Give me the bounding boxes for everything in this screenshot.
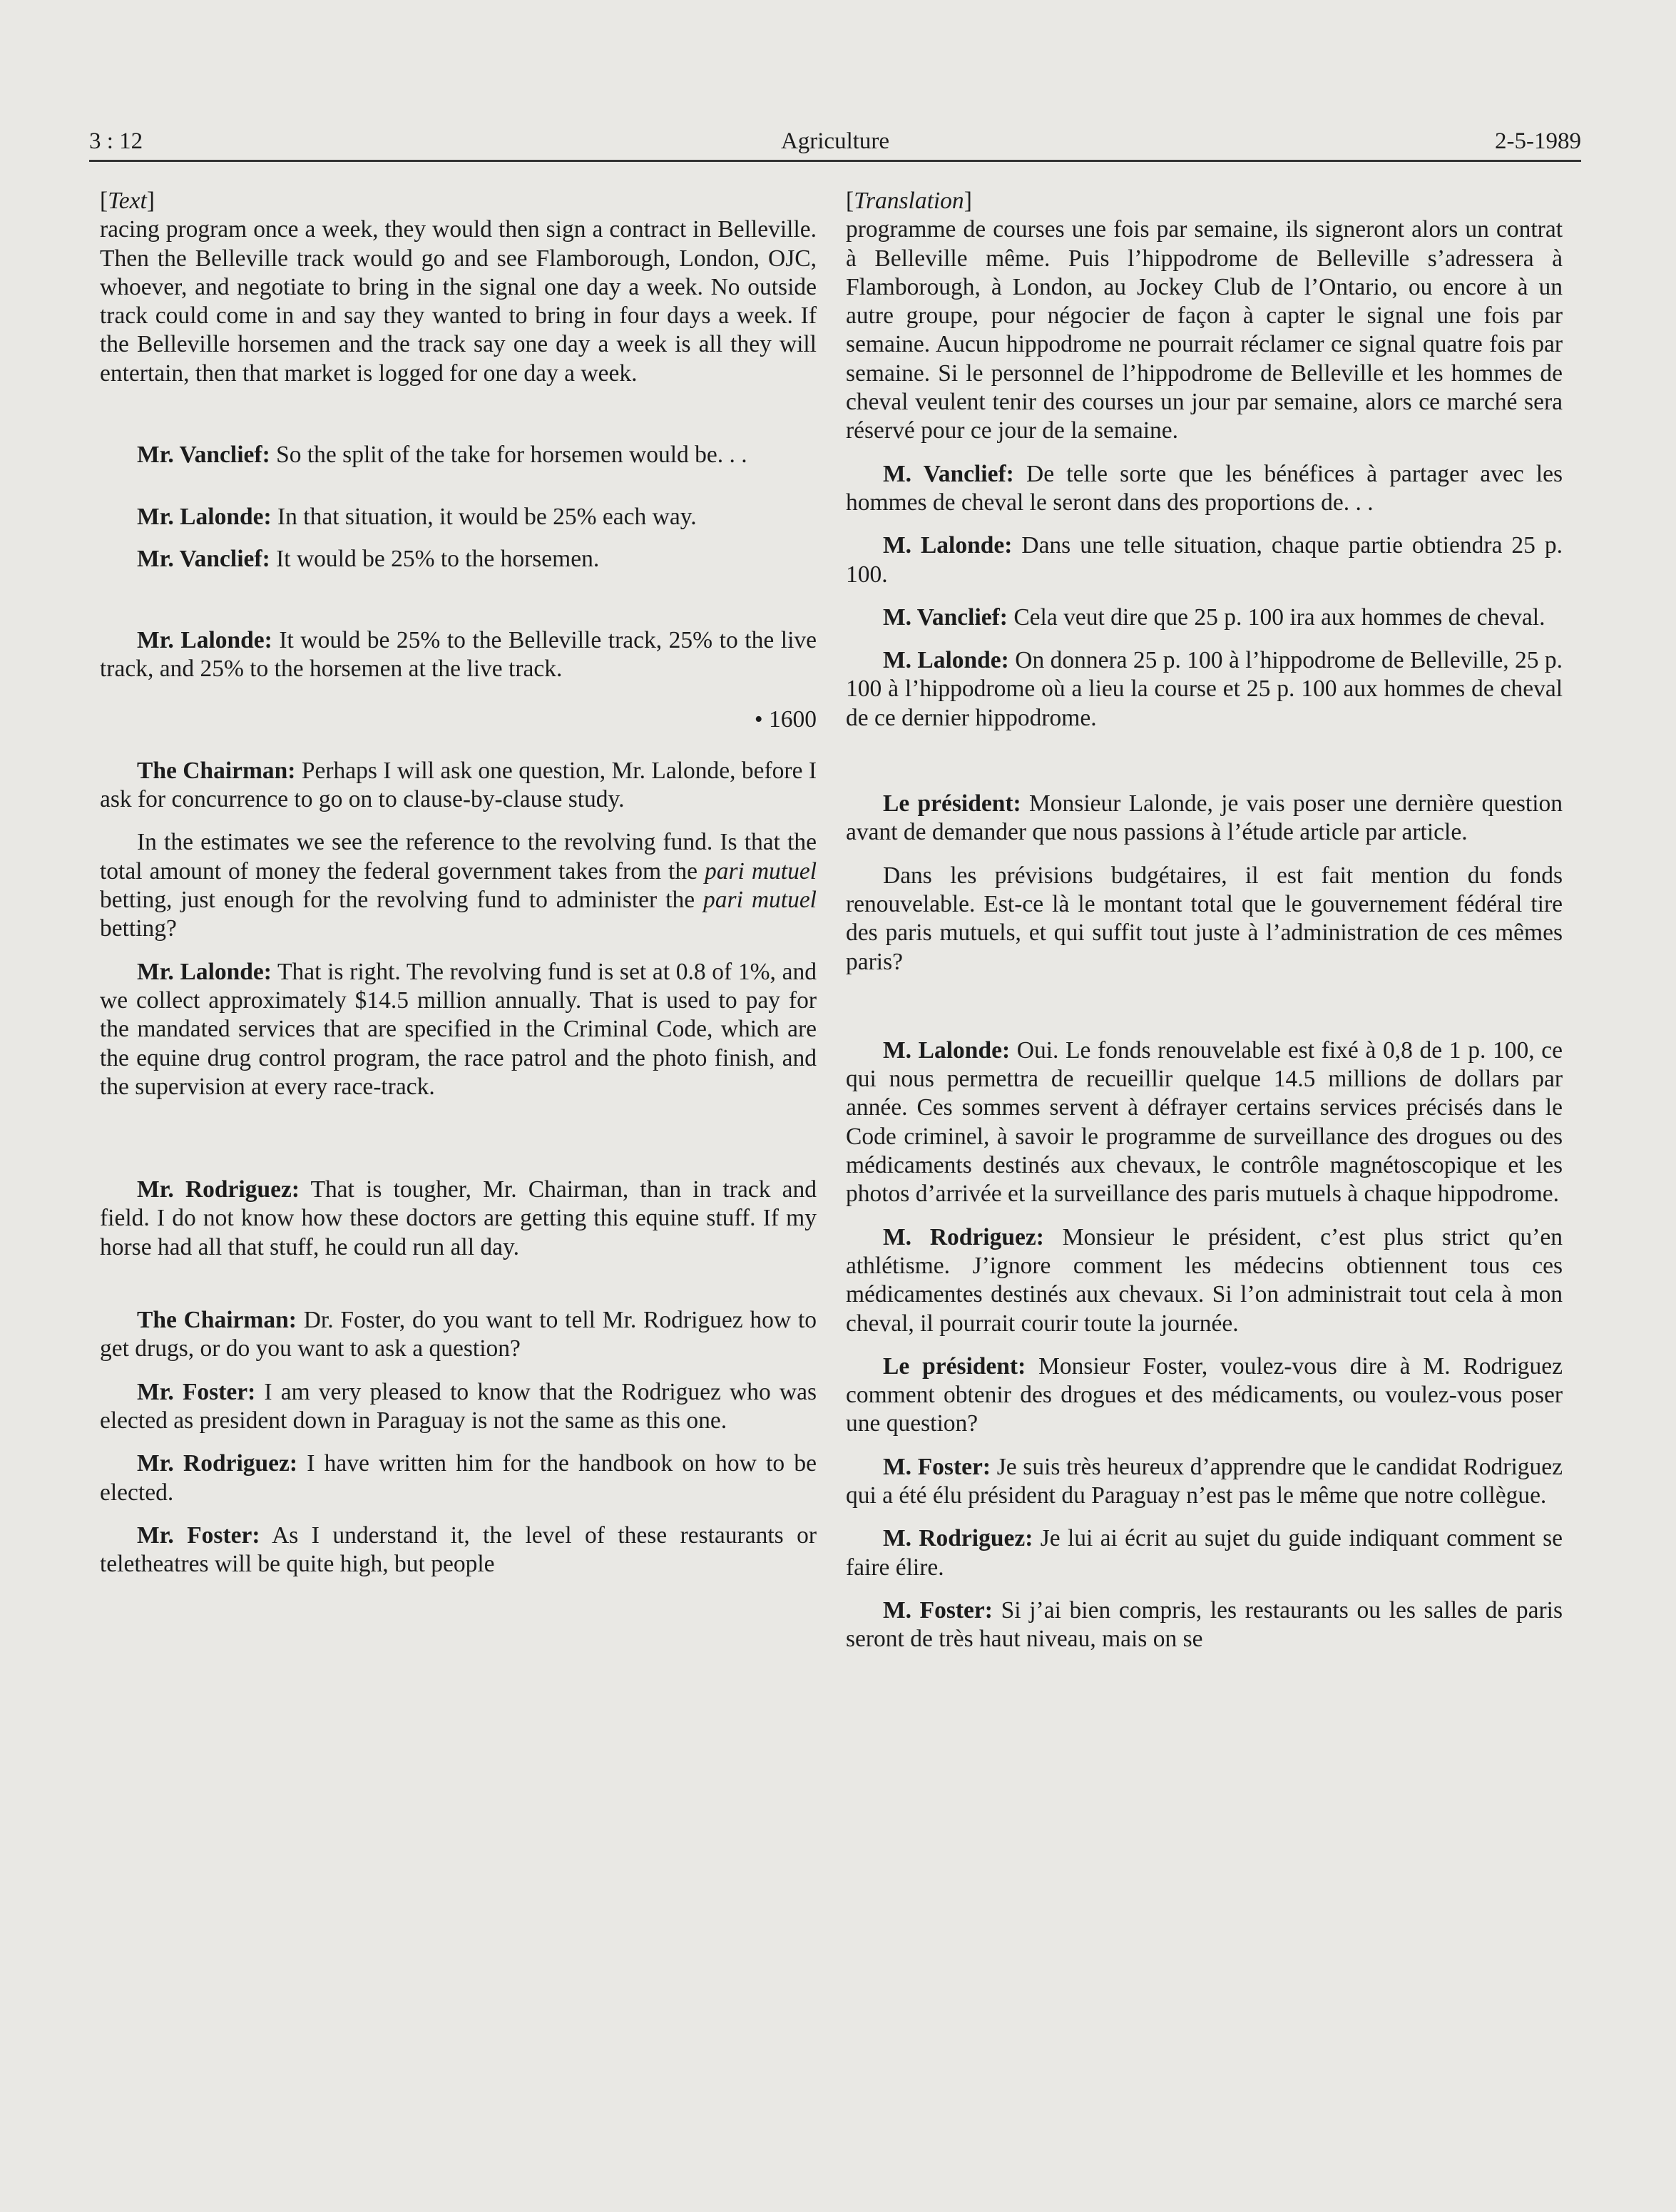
speaker-name: Mr. Vanclief: xyxy=(137,442,270,469)
page-title: Agriculture xyxy=(780,128,890,154)
paragraph: M. Vanclief: Cela veut dire que 25 p. 100 ira aux hommes de cheval. xyxy=(883,603,1545,631)
speaker-name: Mr. Foster: xyxy=(137,1522,260,1549)
page-date: 2-5-1989 xyxy=(1495,128,1581,154)
paragraph: Mr. Lalonde: That is right. The revolving fund is set at 0.8 of 1%, and we collect approximately $14.5 million annually. That is used to pay for the mandated services that are specified in the Criminal Code, which are the equine drug control program, the race patrol and the photo finish, and the supervision at every race-track. xyxy=(100,958,817,1100)
paragraph: Dans les prévisions budgétaires, il est fait mention du fonds renouvelable. Est-ce là le montant total que le gouvernement fédéral tire des paris mutuels, et qui suffit tout juste à l’administration de ces mêmes paris? xyxy=(846,862,1563,975)
paragraph: Le président: Monsieur Lalonde, je vais poser une dernière question avant de demander que nous passions à l’étude article par article. xyxy=(846,790,1563,846)
speaker-name: M. Vanclief: xyxy=(883,603,1008,631)
page-header xyxy=(89,127,1581,162)
speaker-name: Mr. Foster: xyxy=(137,1378,256,1405)
paragraph: M. Rodriguez: Je lui ai écrit au sujet du guide indiquant comment se faire élire. xyxy=(846,1525,1563,1581)
paragraph: M. Vanclief: De telle sorte que les bénéfices à partager avec les hommes de cheval le seront dans des proportions de. . . xyxy=(846,460,1563,516)
speaker-name: Mr. Lalonde: xyxy=(137,626,272,653)
speaker-name: M. Lalonde: xyxy=(883,1036,1011,1064)
speaker-name: M. Rodriguez: xyxy=(883,1525,1033,1552)
language-label: [Text] xyxy=(100,188,155,214)
timestamp: • 1600 xyxy=(754,705,817,733)
paragraph: Mr. Lalonde: It would be 25% to the Belleville track, 25% to the live track, and 25% to the horsemen at the live track. xyxy=(100,626,817,683)
speaker-name: Le président: xyxy=(883,1352,1026,1380)
speaker-name: Mr. Lalonde: xyxy=(137,504,272,531)
paragraph: Le président: Monsieur Foster, voulez-vous dire à M. Rodriguez comment obtenir des drogues et des médicaments, ou voulez-vous poser une question? xyxy=(846,1352,1563,1437)
paragraph: programme de courses une fois par semaine, ils signeront alors un contrat à Belleville même. Puis l’hippodrome de Belleville s’adressera à Flamborough, à London, au Jockey Club de l’Ontario, ou encore à un autre groupe, pour négocier de façon à capter le signal une fois par semaine. Aucun hippodrome ne pourrait réclamer ce signal quatre fois par semaine. Si le personnel de l’hippodrome de Belleville et les hommes de cheval veulent tenir des courses un jour par semaine, alors ce marché sera réservé pour ce jour de la semaine. xyxy=(846,216,1563,444)
language-label: [Translation] xyxy=(846,188,972,214)
paragraph: The Chairman: Dr. Foster, do you want to tell Mr. Rodriguez how to get drugs, or do you want to ask a question? xyxy=(100,1307,817,1362)
speaker-name: M. Lalonde: xyxy=(883,532,1013,559)
speaker-name: M. Rodriguez: xyxy=(883,1223,1044,1250)
paragraph: M. Rodriguez: Monsieur le président, c’est plus strict qu’en athlétisme. J’ignore comment les médecins obtiennent tous ces médicamentes destinés aux chevaux. Si l’on administrait tout cela à mon cheval, il pourrait courir toute la journée. xyxy=(846,1223,1563,1337)
speaker-name: The Chairman: xyxy=(137,1307,297,1334)
paragraph: M. Foster: Je suis très heureux d’apprendre que le candidat Rodriguez qui a été élu président du Paraguay n’est pas le même que notre collègue. xyxy=(846,1453,1563,1509)
speaker-name: Mr. Rodriguez: xyxy=(137,1176,300,1203)
speaker-name: Mr. Vanclief: xyxy=(137,545,270,572)
speaker-name: M. Foster: xyxy=(883,1453,991,1480)
paragraph: Mr. Lalonde: In that situation, it would be 25% each way. xyxy=(137,504,697,531)
speaker-name: Le président: xyxy=(883,790,1021,817)
speaker-name: M. Vanclief: xyxy=(883,460,1014,487)
paragraph: M. Lalonde: On donnera 25 p. 100 à l’hippodrome de Belleville, 25 p. 100 à l’hippodrome où a lieu la course et 25 p. 100 aux hommes de cheval de ce dernier hippodrome. xyxy=(846,647,1563,731)
french-column xyxy=(846,187,1563,1653)
paragraph: racing program once a week, they would then sign a contract in Belleville. Then the Belleville track would go and see Flamborough, London, OJC, whoever, and negotiate to bring in the signal one day a week. No outside track could come in and say they wanted to bring in four days a week. If the Belleville horsemen and the track say one day a week is all they will entertain, then that market is logged for one day a week. xyxy=(100,216,817,387)
paragraph: Mr. Rodriguez: I have written him for the handbook on how to be elected. xyxy=(100,1450,817,1506)
speaker-name: M. Lalonde: xyxy=(883,647,1009,674)
paragraph: Mr. Foster: As I understand it, the level of these restaurants or teletheatres will be quite high, but people xyxy=(100,1522,817,1578)
paragraph: Mr. Foster: I am very pleased to know that the Rodriguez who was elected as president down in Paraguay is not the same as this one. xyxy=(100,1378,817,1434)
paragraph: Mr. Rodriguez: That is tougher, Mr. Chairman, than in track and field. I do not know how these doctors are getting this equine stuff. If my horse had all that stuff, he could run all day. xyxy=(100,1176,817,1260)
paragraph: The Chairman: Perhaps I will ask one question, Mr. Lalonde, before I ask for concurrence to go on to clause-by-clause study. xyxy=(100,757,817,813)
english-column xyxy=(100,187,817,1579)
page-number: 3 : 12 xyxy=(89,128,143,154)
paragraph: M. Lalonde: Dans une telle situation, chaque partie obtiendra 25 p. 100. xyxy=(846,532,1563,588)
speaker-name: The Chairman: xyxy=(137,757,296,784)
speaker-name: M. Foster: xyxy=(883,1596,993,1624)
speaker-name: Mr. Rodriguez: xyxy=(137,1450,298,1477)
paragraph: Mr. Vanclief: So the split of the take for horsemen would be. . . xyxy=(137,442,747,469)
paragraph: In the estimates we see the reference to the revolving fund. Is that the total amount of money the federal government takes from the pari mutuel betting, just enough for the revolving fund to administer the pari mutuel betting? xyxy=(100,829,817,942)
speaker-name: Mr. Lalonde: xyxy=(137,958,272,985)
paragraph: M. Lalonde: Oui. Le fonds renouvelable est fixé à 0,8 de 1 p. 100, ce qui nous permettra de recueillir quelque 14.5 millions de dollars par année. Ces sommes servent à défrayer certains services précisés dans le Code criminel, à savoir le programme de surveillance des drogues ou des médicaments destinés aux chevaux, le contrôle magnétoscopique et les photos d’arrivée et la surveillance des paris mutuels à chaque hippodrome. xyxy=(846,1036,1563,1208)
paragraph: M. Foster: Si j’ai bien compris, les restaurants ou les salles de paris seront de très haut niveau, mais on se xyxy=(846,1596,1563,1653)
paragraph: Mr. Vanclief: It would be 25% to the horsemen. xyxy=(137,545,600,572)
